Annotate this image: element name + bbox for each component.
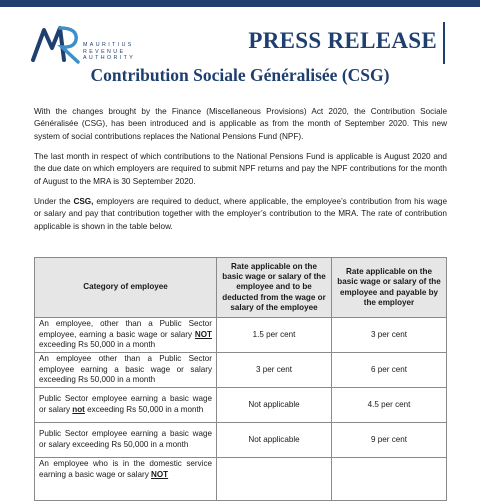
paragraph-csg-lead: Under the	[34, 197, 74, 206]
employer-rate	[332, 458, 447, 501]
table-row	[35, 388, 447, 423]
employee-rate: 1.5 per cent	[217, 318, 332, 353]
paragraph-csg-bold: CSG,	[73, 197, 94, 206]
contribution-rates-table	[34, 257, 447, 501]
table-row	[35, 318, 447, 353]
employer-rate: 3 per cent	[332, 318, 447, 353]
page-title: Contribution Sociale Généralisée (CSG)	[90, 65, 390, 85]
header-divider	[443, 22, 445, 64]
table-row	[35, 353, 447, 388]
row-category	[35, 353, 217, 388]
category-text-end: exceeding Rs 50,000 in a month	[84, 405, 204, 414]
paragraph-intro: With the changes brought by the Finance (Miscellaneous Provisions) Act 2020, the Contribution Sociale Généralisée (CSG), has been introduced and is applicable as from the month of September 2020. This new system of social contributions replaces the National Pensions Fund (NPF).	[34, 107, 447, 141]
paragraph-csg-rest: employers are required to deduct, where applicable, the employee’s contribution from his wage or salary and pay that contribution together with the employer’s contribution to the MRA. The rate of contribution applicable is shown in the table below.	[34, 197, 448, 231]
header-employee-rate: Rate applicable on the basic wage or salary of the employee and to be deducted from the wage or salary of the employee	[217, 258, 332, 318]
mra-logo	[30, 20, 136, 66]
row-category	[35, 388, 217, 423]
category-text: An employee who is in the domestic service earning a basic wage or salary	[39, 459, 212, 479]
row-category	[35, 318, 217, 353]
press-release-label: PRESS RELEASE	[248, 28, 437, 53]
top-bar	[0, 0, 480, 7]
employer-rate: 9 per cent	[332, 423, 447, 458]
category-text: Public Sector employee earning a basic wage or salary exceeding Rs 50,000 in a month	[39, 429, 212, 449]
employee-rate: Not applicable	[217, 388, 332, 423]
table-row	[35, 458, 447, 501]
category-emphasis: not	[72, 405, 85, 414]
category-text: Public Sector employee earning a basic wage or salary	[39, 394, 212, 414]
category-emphasis: NOT	[151, 469, 169, 479]
paragraph-npf: The last month in respect of which contributions to the National Pensions Fund is applicable is August 2020 and the due date on which employers are required to submit NPF returns and pay the NPF contributions for the month of August to the MRA is 30 September 2020.	[34, 152, 447, 186]
table-row	[35, 423, 447, 458]
employee-rate	[217, 458, 332, 501]
employer-rate: 6 per cent	[332, 353, 447, 388]
employer-rate: 4.5 per cent	[332, 388, 447, 423]
logo-line-3: AUTHORITY	[83, 55, 136, 61]
mra-logo-icon	[30, 20, 84, 66]
logo-line-1: MAURITIUS	[83, 42, 134, 48]
row-category	[35, 458, 217, 501]
table-header-row	[35, 258, 447, 318]
employee-rate: 3 per cent	[217, 353, 332, 388]
category-emphasis: NOT	[194, 329, 212, 339]
header-employer-rate: Rate applicable on the basic wage or salary of the employee and payable by the employer	[332, 258, 447, 318]
category-text: An employee other than a Public Sector employee earning a basic wage or salary exceeding Rs 50,000 in a month	[39, 354, 212, 385]
row-category	[35, 423, 217, 458]
category-text-end: exceeding Rs 50,000 in a month	[39, 340, 156, 350]
category-text: An employee, other than a Public Sector employee, earning a basic wage or salary	[39, 319, 212, 339]
paragraph-csg	[34, 196, 447, 233]
logo-line-2: REVENUE	[83, 48, 126, 55]
employee-rate: Not applicable	[217, 423, 332, 458]
header-category: Category of employee	[35, 258, 217, 318]
logo-wordmark	[83, 42, 135, 62]
